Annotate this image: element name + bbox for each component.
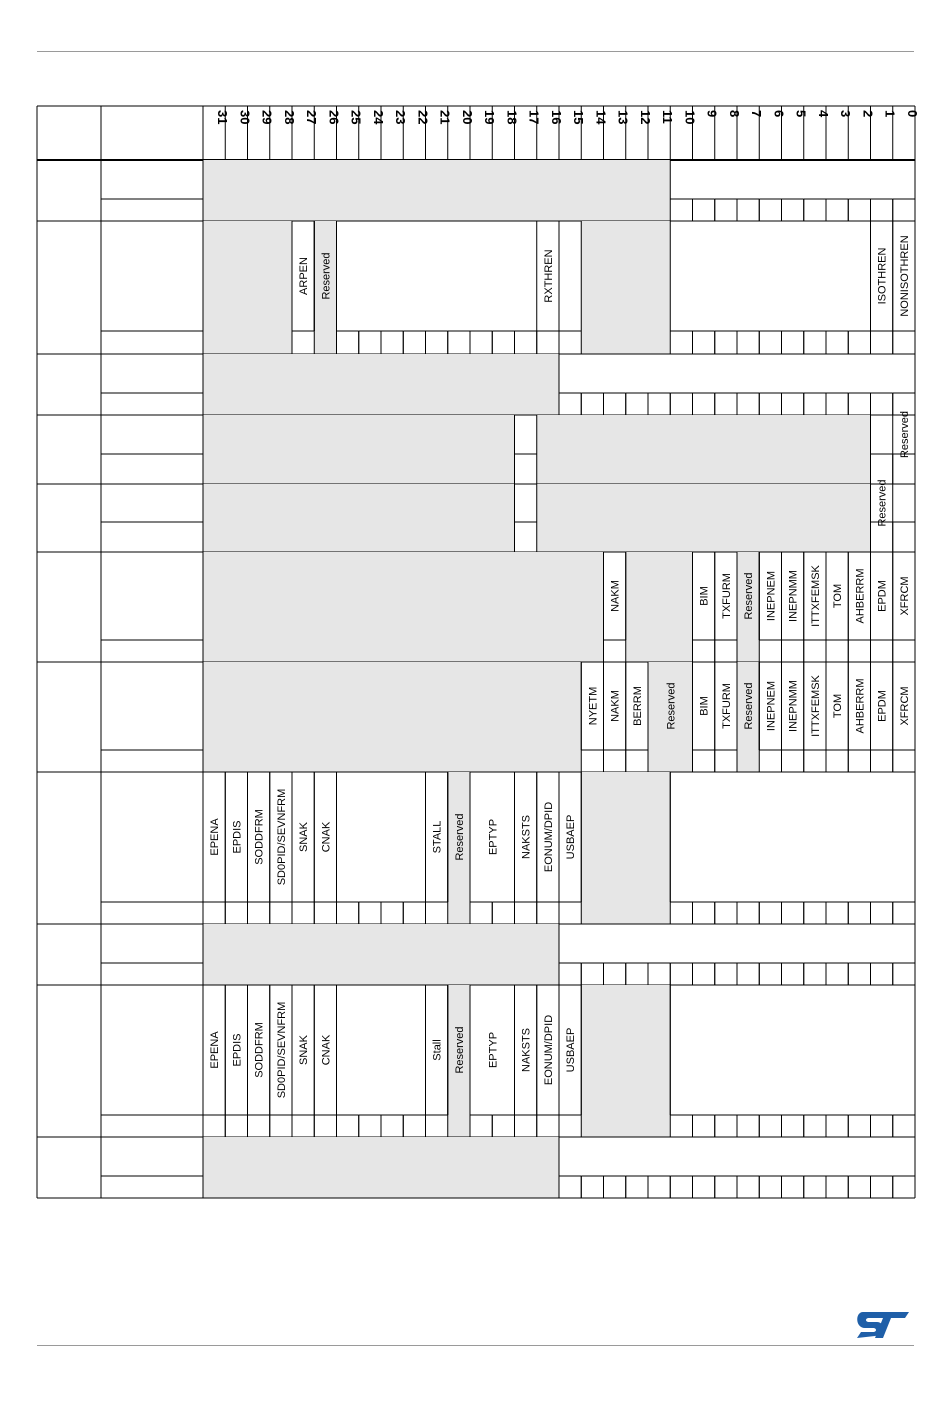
bottom-rule [37, 1345, 914, 1346]
reserved-area [203, 552, 604, 662]
field-name: Reserved [453, 813, 466, 861]
bit-number-label: 27 [304, 110, 320, 125]
field-name: SNAK [298, 1035, 311, 1065]
field-name: EPENA [209, 1031, 222, 1069]
field-name: BERRM [631, 686, 644, 726]
register-row [203, 411, 911, 484]
bit-number-label: 25 [348, 110, 364, 125]
field-name: STALL [431, 820, 444, 854]
bit-number-label: 19 [482, 110, 498, 125]
field-name: CNAK [320, 1034, 333, 1066]
field-name: SODDFRM [253, 809, 266, 865]
field-name: EPDM [876, 580, 889, 612]
reserved-area [537, 484, 871, 552]
reserved-area [581, 221, 670, 354]
bit-number-label: 28 [281, 110, 297, 125]
bit-number-label: 11 [660, 110, 676, 124]
reserved-area [203, 1137, 559, 1198]
register-row [203, 1137, 559, 1198]
bit-number-label: 5 [793, 110, 809, 118]
field-name: NYETM [587, 686, 600, 726]
register-row [203, 221, 911, 354]
bit-number-label: 26 [326, 110, 342, 125]
field-name: NAKSTS [520, 1027, 533, 1073]
bit-number-label: 29 [259, 110, 275, 125]
field-name: TXFURM [720, 683, 733, 729]
st-logo-icon [855, 1310, 911, 1340]
field-name: INEPNEM [765, 680, 778, 732]
field-name: EONUM/DPID [542, 1014, 555, 1086]
register-row [203, 354, 559, 415]
field-name: BIM [698, 586, 711, 606]
bit-number-label: 2 [860, 110, 876, 118]
field-name: Reserved [320, 252, 333, 300]
bit-number-label: 9 [704, 110, 720, 118]
reserved-area [203, 484, 515, 552]
register-row [209, 772, 670, 924]
bit-number-label: 21 [437, 110, 453, 125]
field-name: USBAEP [565, 1027, 578, 1073]
bit-number-label: 22 [415, 110, 431, 125]
register-row [209, 985, 670, 1137]
bit-number-label: 14 [593, 110, 609, 125]
field-name: INEPNMM [787, 570, 800, 622]
bit-number-label: 18 [504, 110, 520, 125]
bit-number-label: 7 [749, 110, 765, 118]
field-name: EPENA [209, 818, 222, 856]
field-name: TXFURM [720, 573, 733, 619]
bit-number-label: 6 [771, 110, 787, 118]
reserved-area [203, 415, 515, 484]
bit-number-label: 10 [682, 110, 698, 125]
field-name: NAKM [609, 580, 622, 612]
reserved-area [203, 354, 559, 415]
bit-number-label: 15 [571, 110, 587, 125]
bit-number-label: 8 [726, 110, 742, 118]
field-name: SODDFRM [253, 1022, 266, 1078]
field-name: NAKM [609, 690, 622, 722]
field-name: Reserved [453, 1026, 466, 1074]
field-name: TOM [832, 693, 845, 719]
field-name: EPDIS [231, 820, 244, 854]
field-name: ISOTHREN [876, 247, 889, 305]
field-name: Reserved [665, 682, 678, 730]
field-name: SD0PID/SEVNFRM [275, 1001, 288, 1099]
bit-number-label: 17 [526, 110, 542, 125]
field-name: INEPNEM [765, 570, 778, 622]
field-name: EPDIS [231, 1033, 244, 1067]
field-name: EONUM/DPID [542, 801, 555, 873]
bit-number-label: 20 [459, 110, 475, 125]
field-name: Stall [431, 1039, 444, 1061]
field-name: USBAEP [565, 814, 578, 860]
bit-number-label: 30 [237, 110, 253, 125]
reserved-area [203, 662, 581, 772]
register-row [203, 552, 911, 662]
reserved-area [581, 772, 670, 924]
field-name: EPDM [876, 690, 889, 722]
reserved-area [203, 221, 292, 354]
field-name: EPTYP [487, 818, 500, 856]
field-name: Reserved [898, 410, 911, 459]
bit-number-label: 4 [815, 110, 831, 118]
reserved-area [626, 552, 693, 662]
field-name: ITTXFEMSK [809, 675, 822, 737]
field-name: TOM [832, 583, 845, 609]
register-row [203, 479, 889, 552]
register-row [203, 160, 670, 221]
bit-number-label: 24 [370, 110, 386, 125]
bit-number-label: 1 [882, 110, 898, 118]
field-name: EPTYP [487, 1031, 500, 1069]
field-name: ARPEN [298, 257, 311, 295]
reserved-area [203, 160, 670, 221]
field-name: AHBERRM [854, 568, 867, 624]
register-row [203, 924, 559, 985]
register-row [203, 662, 911, 772]
field-name: ITTXFEMSK [809, 565, 822, 627]
bit-number-label: 12 [637, 110, 653, 125]
reserved-area [537, 415, 871, 484]
bit-number-label: 23 [393, 110, 409, 125]
field-name: XFRCM [898, 686, 911, 726]
field-name: Reserved [743, 682, 756, 730]
field-name: RXTHREN [542, 249, 555, 303]
field-name: CNAK [320, 821, 333, 853]
reserved-area [581, 985, 670, 1137]
bit-number-label: 31 [215, 110, 231, 125]
field-name: XFRCM [898, 576, 911, 616]
field-name: INEPNMM [787, 680, 800, 732]
field-name: Reserved [876, 479, 889, 527]
bit-number-label: 3 [838, 110, 854, 118]
bit-number-label: 0 [904, 110, 920, 118]
field-name: SNAK [298, 822, 311, 852]
bit-number-label: 16 [548, 110, 564, 125]
field-name: Reserved [743, 572, 756, 620]
field-name: NAKSTS [520, 814, 533, 860]
field-name: AHBERRM [854, 678, 867, 734]
field-name: BIM [698, 696, 711, 716]
reserved-area [203, 924, 559, 985]
bit-number-label: 13 [615, 110, 631, 125]
field-name: SD0PID/SEVNFRM [275, 788, 288, 886]
field-name: NONISOTHREN [898, 235, 911, 317]
